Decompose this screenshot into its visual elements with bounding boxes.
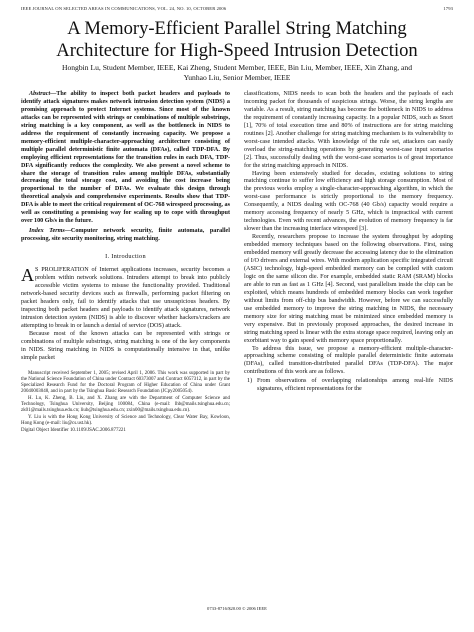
index-terms-lead: Index Terms	[29, 228, 65, 235]
footnote-manuscript: Manuscript received September 1, 2005; revised April 1, 2006. This work was supported in part by the National Science Foundation of China under Contract 60373007 and Contract 6057312, in part by the Specialized Research Fund for the Doctoral Program of Higher Education of China under Grant 20040003048, and in part by the Tsinghua Basic Research Foundation (JCpy2005054).	[21, 370, 230, 395]
author-list	[21, 63, 453, 82]
section-heading-introduction: I. Introduction	[105, 253, 146, 261]
footnote-affiliation-2: Y. Liu is with the Hong Kong University of Science and Technology, Clear Water Bay, Kowloon, Hong Kong (e-mail: liu@cs.ust.hk).	[21, 414, 230, 426]
intro-paragraph-2: Because most of the known attacks can be represented with strings or combinations of multiple substrings, string matching is one of the key components in NIDS. String matching in NIDS is computationally intensive in that, unlike simple packet	[21, 330, 230, 361]
index-terms	[21, 228, 230, 244]
footnotes	[21, 371, 230, 435]
page-number: 1793	[443, 6, 453, 11]
intro-paragraph-1-text: S PROLIFERATION of Internet applications increases, security becomes a problem within network solutions. Intruders attempt to break into publicly accessible victim systems to misuse the functionality provided. Traditional network-based security devices such as firewalls, performing packet filtering on packet headers only, fail to identify attacks that use unsuspicious headers. By inspecting both packet headers and payloads to identify attack signatures, network intrusion detection system (NIDS) is able to discover whether hackers/crackers are attempting to break in or launch a denial of service (DOS) attack.	[21, 267, 230, 329]
intro-paragraph-1	[21, 267, 230, 331]
abstract	[21, 91, 230, 226]
journal-name: IEEE JOURNAL ON SELECTED AREAS IN COMMUNICATIONS, VOL. 24, NO. 10, OCTOBER 2006	[21, 6, 227, 11]
list-number: 1)	[247, 378, 253, 385]
body-paragraph-2: Having been extensively studied for decades, existing solutions to string matching continue to suffer low efficiency and high storage consumption. Most of the previous works employ a single-character-approaching algorithm, in which the worst-case performance is strictly proportional to the memory frequency. Consequently, a NIDS dealing with OC-768 (40 Gb/s) capacity would require a memory accessing frequency of nearly 5 GHz, which is impractical with current technologies. Even with recent advances, the evolution of memory frequency is far slower than the increasing interface wirespeed [3].	[244, 170, 453, 233]
footnote-affiliation-1: H. Lu, K. Zheng, B. Liu, and X. Zhang are with the Department of Computer Science and Technology, Tsinghua University, Beijing 100084, China (e-mail: lhb@mails.tsinghua.edu.cn; zk01@mails.tsinghua.edu.cn; liub@tsinghua.edu.cn; zxin00@mails.tsinghua.edu.cn).	[21, 395, 230, 414]
paper-title: A Memory-Efficient Parallel String Matching Architecture for High-Speed Intrusion Detection	[56, 18, 418, 61]
right-column	[244, 91, 453, 434]
author-line-1: Hongbin Lu, Student Member, IEEE, Kai Zheng, Student Member, IEEE, Bin Liu, Member, IEEE, Xin Zhang, and	[61, 63, 412, 72]
copyright-footer: 0733-8716/$20.00 © 2006 IEEE	[207, 606, 267, 611]
abstract-text: —The ability to inspect both packet headers and payloads to identify attack signatures makes network intrusion detection system (NIDS) a promising approach to protect Internet systems. Since most of the known attacks can be represented with strings or combinations of multiple substrings, string matching is a key component, as well as the bottleneck in NIDS to address the requirement of constantly increasing capacity. We propose a memory-efficient multiple-character-approaching architecture consisting of multiple parallel deterministic finite automata (DFAs), called TDP-DFA. By employing efficient representations for the transition rules in each DFA, TDP-DFA significantly reduces the complexity. We also present a novel scheme to share the storage of transition rules among multiple DFAs, substantially decreasing the total storage cost, and avoiding the cost increase being proportional to the number of DFAs. We evaluate this design through theoretical analysis and comprehensive experiments. Results show that TDP-DFA is able to meet the critical requirement of OC-768 wirespeed processing, as well as constituting a promising way for scaling up to cope with throughput over 100 Gb/s in the future.	[21, 91, 230, 225]
index-terms-text: —Computer network security, finite automata, parallel processing, site security monitoring, string matching.	[21, 228, 230, 243]
author-line-2: Yunhao Liu, Senior Member, IEEE	[183, 72, 291, 82]
left-column	[21, 91, 230, 434]
contribution-list-item	[244, 378, 453, 394]
body-paragraph-3: Recently, researchers propose to increase the system throughput by adopting embedded memory techniques based on the following observations. First, using embedded memory will greatly decrease the accessing latency due to the elimination of I/O drivers and external wires. With modern application specific integrated circuit (ASIC) technology, high-speed embedded memory can be compiled with custom logic on the same silicon die. For example, embedded static RAM (SRAM) blocks are able to run as fast as 1 GHz [4]. Second, vast parallelism inside the chip can be exploited, which means hundreds of embedded memory blocks can work together without limits from off-chip bus bandwidth. However, before we can successfully use embedded memory to improve the string matching in NIDS, the necessary memory size for string matching must be minimized since embedded memory is very expensive. But in previously proposed approaches, the desired increase in string matching speed is linear with the extra storage space required, leaving only an exorbitant way to gain speed with memory space proportionally.	[244, 234, 453, 344]
running-head	[21, 6, 453, 12]
doi: Digital Object Identifier 10.1109/JSAC.2006.877221	[21, 428, 126, 434]
drop-cap: A	[21, 265, 34, 286]
abstract-lead: Abstract	[29, 91, 51, 97]
two-column-body	[21, 91, 453, 434]
list-text: From observations of overlapping relationships among real-life NIDS signatures, efficient representations for the	[257, 378, 453, 393]
body-paragraph-1: classifications, NIDS needs to scan both the headers and the payloads of each incoming packet for thousands of suspicious strings. Worse, the string lengths are variable. As a result, string matching has become the bottleneck in NIDS to address the requirement of constantly increasing capacity. In a popular NIDS, such as Snort [1], 70% of total execution time and 80% of instructions are for string matching routines [2]. Another challenge for string matching mechanism is its vulnerability to worst-case intended attacks. With knowledge of the rule set, attackers can easily overload the string-matching operations by generating worst-case input scenarios [2]. Thus, successfully dealing with the worst-case scenarios is of great importance for the string matching approach in NIDS.	[244, 91, 453, 169]
body-paragraph-4: To address this issue, we propose a memory-efficient multiple-character-approaching scheme consisting of multiple parallel deterministic finite automata (DFAs), called transition-distributed parallel DFAs (TDP-DFA). The major contributions of this work are as follows.	[244, 345, 453, 376]
